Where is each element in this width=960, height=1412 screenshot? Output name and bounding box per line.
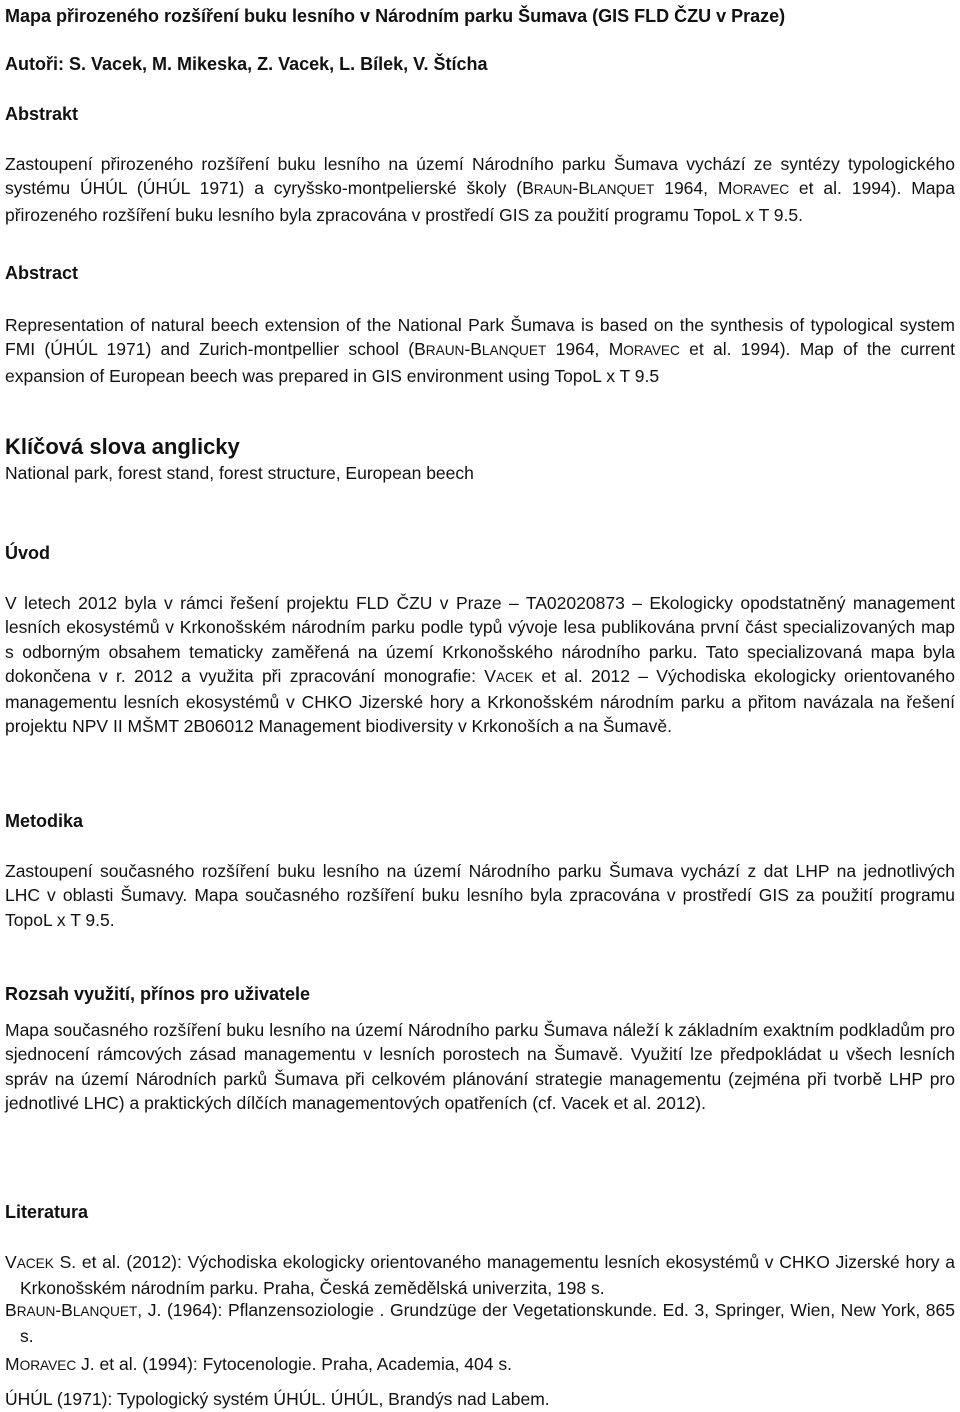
abstract-paragraph: Representation of natural beech extension of the National Park Šumava is based on the synthesis of typological system FMI (ÚHÚL 1971) and Zurich-montpellier school (BRAUN-BLANQUET 1964, MORAVEC et al. 1994). Map of the current expansion of European beech was prepared in GIS environment using TopoL x T 9.5 bbox=[5, 315, 955, 386]
reference-item: VACEK S. et al. (2012): Východiska ekologicky orientovaného managementu lesních ekosystémů v CHKO Jizerské hory a Krkonošském národním parku. Praha, Česká zemědělská univerzita, 198 s. bbox=[5, 1252, 955, 1299]
keywords-text: National park, forest stand, forest structure, European beech bbox=[5, 463, 474, 483]
reference-item: MORAVEC J. et al. (1994): Fytocenologie. Praha, Academia, 404 s. bbox=[5, 1354, 512, 1374]
abstract-heading: Abstract bbox=[5, 263, 79, 283]
authors-line: Autoři: S. Vacek, M. Mikeska, Z. Vacek, L. Bílek, V. Štícha bbox=[5, 54, 488, 74]
abstrakt-paragraph: Zastoupení přirozeného rozšíření buku lesního na území Národního parku Šumava vychází ze syntézy typologického systému ÚHÚL (ÚHÚL 1971) a cyryšsko-montpelierské školy (BRAUN-BLANQUET 1964, MORAVEC et al. 1994). Mapa přirozeného rozšíření buku lesního byla zpracována v prostředí GIS za použití programu TopoL x T 9.5. bbox=[5, 154, 955, 225]
metodika-heading: Metodika bbox=[5, 811, 84, 831]
reference-item: BRAUN-BLANQUET, J. (1964): Pflanzensoziologie . Grundzüge der Vegetationskunde. Ed. 3, Springer, Wien, New York, 865 s. bbox=[5, 1300, 955, 1347]
uvod-paragraph: V letech 2012 byla v rámci řešení projektu FLD ČZU v Praze – TA02020873 – Ekologicky opodstatněný management lesních ekosystémů v Krkonošském národním parku podle typů vývoje lesa publikována první část specializovaných map s odborným obsahem tematicky zaměřená na území Krkonošského národního parku. Tato specializovaná mapa byla dokončena v r. 2012 a využita při zpracování monografie: VACEK et al. 2012 – Východiska ekologicky orientovaného managementu lesních ekosystémů v CHKO Jizerské hory a Krkonošském národním parku a přitom navázala na řešení projektu NPV II MŠMT 2B06012 Management biodiversity v Krkonoších a na Šumavě. bbox=[5, 593, 955, 737]
keywords-heading: Klíčová slova anglicky bbox=[5, 434, 240, 459]
reference-item: ÚHÚL (1971): Typologický systém ÚHÚL. ÚHÚL, Brandýs nad Labem. bbox=[5, 1389, 550, 1409]
rozsah-heading: Rozsah využití, přínos pro uživatele bbox=[5, 984, 311, 1004]
document-title: Mapa přirozeného rozšíření buku lesního v Národním parku Šumava (GIS FLD ČZU v Praze) bbox=[5, 6, 786, 26]
abstrakt-heading: Abstrakt bbox=[5, 104, 79, 124]
uvod-heading: Úvod bbox=[5, 543, 50, 563]
literatura-heading: Literatura bbox=[5, 1202, 89, 1222]
rozsah-paragraph: Mapa současného rozšíření buku lesního na území Národního parku Šumava náleží k základním exaktním podkladům pro sjednocení rámcových zásad managementu v lesních porostech na Šumavě. Využití lze předpokládat u všech lesních správ na území Národních parků Šumava při celkovém plánování strategie managementu (zejména při tvorbě LHP pro jednotlivé LHC) a praktických dílčích managementových opatřeních (cf. Vacek et al. 2012). bbox=[5, 1020, 955, 1113]
metodika-paragraph: Zastoupení současného rozšíření buku lesního na území Národního parku Šumava vychází z dat LHP na jednotlivých LHC v oblasti Šumavy. Mapa současného rozšíření buku lesního byla zpracována v prostředí GIS za použití programu TopoL x T 9.5. bbox=[5, 861, 955, 930]
